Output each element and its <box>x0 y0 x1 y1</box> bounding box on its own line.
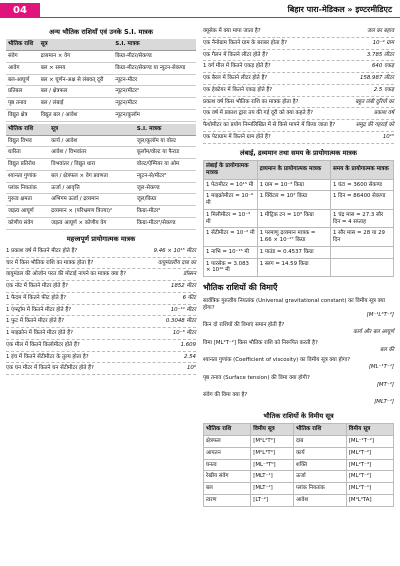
question-text: 1 माइक्रोन में कितने मीटर होते हैं? <box>6 330 73 337</box>
table-cell: श्यानता गुणांक <box>6 170 49 182</box>
list-item <box>6 293 196 305</box>
table-cell: 1 पारसेक = 3.083 × 10¹⁶ मी <box>204 258 258 277</box>
table-cell: बल-आघूर्ण <box>6 74 39 86</box>
left-column <box>6 26 196 375</box>
list-item <box>6 246 196 258</box>
dim-table <box>203 423 394 506</box>
table-header-row <box>6 39 196 50</box>
table-cell: 1 क्विंटल = 10² किग्रा <box>257 191 330 210</box>
table-cell: [ML²T⁻²] <box>346 471 393 483</box>
table-cell: आयतन <box>204 447 251 459</box>
list-item <box>6 305 196 317</box>
table-cell: न्यूटन-मीटर <box>113 74 196 86</box>
answer-text: 10¹⁵ <box>382 133 394 140</box>
lmt-table <box>203 160 394 277</box>
answer-text: [MLT⁻¹] <box>374 399 394 406</box>
list-item <box>203 296 394 320</box>
list-item <box>203 320 394 338</box>
table-cell: विद्युत बल / आवेश <box>39 109 114 121</box>
col-header: भौतिक राशि <box>6 39 39 50</box>
question-text: संवेग की विमा क्या है? <box>203 392 248 399</box>
table-cell: गुरुत्व क्षमता <box>6 194 49 206</box>
table-cell: कार्य / आवेश <box>49 135 135 147</box>
question-text: सार्वत्रिक गुरुत्वीय नियतांक (Universal gravitational constant) का विमीय सूत्र क्या होगा? <box>203 298 386 311</box>
practical-units-title: महत्त्वपूर्ण प्रायोगात्मक मात्रक <box>66 234 136 243</box>
col-header: S.I. मात्रक <box>113 39 196 50</box>
table-row <box>204 436 394 448</box>
list-item <box>203 373 394 391</box>
answer-text: 10⁻⁶ मीटर <box>172 330 196 337</box>
answer-text: वायुमंडलीय दाब का <box>157 259 196 266</box>
table-cell: 1 सेंटीमीटर = 10⁻² मी <box>204 228 258 247</box>
table-row <box>204 483 394 495</box>
question-text: प्रकाश वर्ष किस भौतिक राशि का मात्रक होता है? <box>203 98 299 105</box>
top-questions-list <box>203 26 394 144</box>
table-cell: [LT⁻²] <box>251 494 294 506</box>
question-text: चार में किस भौतिक राशि का मात्रक होता है? <box>6 259 94 266</box>
table-cell: द्रव्यमान × (परिभ्रमण त्रिज्या)² <box>49 206 135 218</box>
table-cell <box>330 258 393 277</box>
table-cell: जड़त्व आघूर्ण <box>6 206 49 218</box>
answer-text: 2.54 <box>183 353 196 360</box>
answer-text: 3.785 लीटर <box>366 51 394 58</box>
table-cell: धारिता <box>6 147 49 159</box>
question-text: 1 प्रकाश वर्ष में कितने मीटर होते हैं? <box>6 247 78 254</box>
list-item <box>6 316 196 328</box>
list-item <box>203 108 394 120</box>
table-cell: 1 चंद्र मास = 27.3 सौर दिन = 4 सप्ताह <box>330 209 393 228</box>
table-cell: ऊर्जा <box>294 471 347 483</box>
list-item <box>6 328 196 340</box>
table-cell: किग्रा-मीटर/सेकण्ड <box>113 51 196 63</box>
table-row <box>6 98 196 110</box>
table-cell: [M⁰L⁰TA] <box>346 494 393 506</box>
table-cell: जूल-सेकण्ड <box>135 182 196 194</box>
table-row <box>204 228 394 247</box>
answer-text: 0.3048 मीटर <box>165 318 196 325</box>
table-cell: [ML²T⁻¹] <box>346 483 393 495</box>
other-units-table-cont <box>6 124 196 230</box>
table-cell: न्यूटन-से/मीटर² <box>135 170 196 182</box>
table-cell: 1 स्लग = 14.59 किग्रा <box>257 258 330 277</box>
dimensions-list <box>203 296 394 408</box>
table-cell: [M⁰L²T⁰] <box>251 436 294 448</box>
table-row <box>204 494 394 506</box>
table-cell: 1 ग्राम = 10⁻³ किग्रा <box>257 179 330 191</box>
list-item <box>203 390 394 408</box>
list-item <box>203 120 394 132</box>
table-header-row <box>204 424 394 436</box>
table-row <box>6 86 196 98</box>
answer-text: बहुत लंबी दूरियों का <box>355 98 394 105</box>
table-cell: न्यूटन/कूलॉम <box>113 109 196 121</box>
table-row <box>6 182 196 194</box>
table-cell: विद्युत प्रतिरोध <box>6 159 49 171</box>
page-header <box>0 0 400 20</box>
list-item <box>203 26 394 38</box>
table-row <box>6 135 196 147</box>
table-row <box>204 209 394 228</box>
answer-text: 10⁻¹⁰ मीटर <box>170 306 196 313</box>
header-rule <box>40 17 400 18</box>
list-item <box>203 50 394 62</box>
list-item <box>6 340 196 352</box>
table-cell: प्लांक नियतांक <box>6 182 49 194</box>
table-row <box>6 147 196 159</box>
question-text: 1 वर्ग मील में कितने एकड़ होते हैं? <box>203 63 271 70</box>
table-cell: बल / क्षेत्रफल × वेग प्रवणता <box>49 170 135 182</box>
table-cell: 1 मिलीमीटर = 10⁻³ मी <box>204 209 258 228</box>
list-item <box>6 269 196 281</box>
table-cell: 1 नाभि = 10⁻¹⁵ मी <box>204 246 258 258</box>
answer-text: 158.987 लीटर <box>360 75 394 81</box>
table-cell: विद्युत विभव <box>6 135 49 147</box>
table-row <box>6 51 196 63</box>
dimensions-title: भौतिक राशियों की विमाएँ <box>203 283 278 293</box>
table-cell <box>330 246 393 258</box>
practical-units-list <box>6 246 196 375</box>
table-cell: कोणीय संवेग <box>6 217 49 229</box>
question-text: एक गैलन में कितने लीटर होते हैं? <box>203 51 268 58</box>
question-text: पृष्ठ तनाव (Surface tension) की विमा क्या होगी? <box>203 374 310 381</box>
question-text: श्यानता गुणांक (Coefficient of viscosity) का विमीय सूत्र क्या होगा? <box>203 357 351 364</box>
table-row <box>6 194 196 206</box>
col-header: द्रव्यमान के प्रायोगात्मक मात्रक <box>257 160 330 179</box>
table-cell: दाब <box>294 436 347 448</box>
table-header-row <box>6 124 196 135</box>
list-item <box>6 352 196 364</box>
table-row <box>204 447 394 459</box>
other-units-table <box>6 39 196 121</box>
table-cell: घनत्व <box>204 459 251 471</box>
table-cell: संवेग <box>6 51 39 63</box>
question-text: 1 फैदम में कितने फीट होते हैं? <box>6 294 67 301</box>
table-cell: 1 घंटा = 3600 सेकण्ड <box>330 179 393 191</box>
table-row <box>204 191 394 210</box>
table-cell: [MLT⁻¹] <box>251 471 294 483</box>
list-item <box>203 338 394 356</box>
question-text: क्यूसेक में क्या मापा जाता है? <box>203 28 261 34</box>
col-header: सूत्र <box>39 39 114 50</box>
table-cell: किग्रा-मीटर²/सेकण्ड <box>135 217 196 229</box>
answer-text: समुद्र की गहराई को <box>355 122 394 128</box>
table-cell: 1 परमाणु द्रव्यमान मात्रक = 1.66 × 10⁻²⁷ किग्रा <box>257 228 330 247</box>
table-cell: [ML²T⁻³] <box>346 459 393 471</box>
col-header: सूत्र <box>49 124 135 135</box>
table-row <box>6 206 196 218</box>
table-cell: 1 पेटामीटर = 10¹⁵ मी <box>204 179 258 191</box>
question-text: एक नैनोग्राम कितने ग्राम के बराबर होता है? <box>203 39 287 46</box>
answer-text: 9.46 × 10¹⁵ मीटर <box>153 247 196 254</box>
table-cell: किग्रा-मीटर² <box>135 206 196 218</box>
table-cell: [ML⁻³T⁰] <box>251 459 294 471</box>
table-cell: बल × समय <box>39 62 114 74</box>
table-cell: आवेश <box>294 494 347 506</box>
table-cell: 1 सौर मास = 28 या 29 दिन <box>330 228 393 247</box>
question-text: एक घन मीटर में कितने घन सेंटीमीटर होते हैं? <box>6 365 94 372</box>
question-text: एक नॉट में कितने मीटर होते हैं? <box>6 283 68 290</box>
table-cell: बल / क्षेत्रफल <box>39 86 114 98</box>
table-row <box>6 109 196 121</box>
table-row <box>6 217 196 229</box>
answer-text: 1.609 <box>180 341 196 348</box>
table-cell: 1 पाउंड = 0.4537 किग्रा <box>257 246 330 258</box>
answer-text: डॉब्सन <box>183 271 196 278</box>
question-text: एक मील में कितने किलोमीटर होते हैं? <box>6 341 80 348</box>
table-cell: पृष्ठ तनाव <box>6 98 39 110</box>
table-cell: 1 माइक्रोमीटर = 10⁻⁶ मी <box>204 191 258 210</box>
list-item <box>6 258 196 270</box>
running-head: बिहार पारा-मेडिकल » इण्टरमीडिएट <box>287 5 392 14</box>
table-cell: अभिगम ऊर्जा / द्रव्यमान <box>49 194 135 206</box>
answer-text: 2.5 एकड़ <box>373 86 394 93</box>
table-cell: आवेग <box>6 62 39 74</box>
table-cell: [M⁰L³T⁰] <box>251 447 294 459</box>
table-cell: ऊर्जा / आवृत्ति <box>49 182 135 194</box>
table-cell: जड़त्व आघूर्ण × कोणीय वेग <box>49 217 135 229</box>
table-cell: [MLT⁻²] <box>251 483 294 495</box>
answer-text: 6 फीट <box>182 294 196 301</box>
table-row <box>6 159 196 171</box>
list-item <box>203 132 394 144</box>
answer-text: 640 एकड़ <box>371 63 394 70</box>
other-units-title: अन्य भौतिक राशियाँ एवं उनके S.I. मात्रक <box>49 28 153 36</box>
table-cell: न्यूटन/मीटर² <box>113 86 196 98</box>
col-header: S.I. मात्रक <box>135 124 196 135</box>
table-header-row <box>204 160 394 179</box>
question-text: विमा [ML²T⁻²] किस भौतिक राशि को निरूपित करती है? <box>203 339 318 346</box>
list-item <box>203 61 394 73</box>
answer-text: जल का बहाव <box>367 28 394 34</box>
table-cell: बल × घूर्णन-अक्ष से लंबवत् दूरी <box>39 74 114 86</box>
answer-text: 1852 मीटर <box>171 283 196 290</box>
table-row <box>6 74 196 86</box>
question-text: एक बैरल में कितने लीटर होते हैं? <box>203 75 268 81</box>
table-row <box>204 258 394 277</box>
table-cell: [ML⁻¹T⁻²] <box>346 436 393 448</box>
table-cell: कार्य <box>294 447 347 459</box>
table-row <box>6 62 196 74</box>
table-cell: आवेश / विभवांतर <box>49 147 135 159</box>
col-header: लंबाई के प्रायोगात्मक मात्रक <box>204 160 258 179</box>
question-text: एक वर्ष में प्रकाश द्वारा तय की गई दूरी को क्या कहते हैं? <box>203 110 314 117</box>
list-item <box>6 281 196 293</box>
list-item <box>203 73 394 85</box>
table-cell: प्लांक नियतांक <box>294 483 347 495</box>
question-text: किन दो राशियों की विमाएं समान होती हैं? <box>203 322 285 329</box>
list-item <box>203 355 394 373</box>
table-cell: विद्युत क्षेत्र <box>6 109 39 121</box>
answer-text: प्रकाश वर्ष <box>373 110 394 117</box>
answer-text: [ML⁻¹T⁻¹] <box>368 364 394 371</box>
question-text: एक हेक्टेयर में कितने एकड़ होते हैं? <box>203 86 273 93</box>
col-header: भौतिक राशि <box>6 124 49 135</box>
table-cell: कूलॉम/वोल्ट या फैराड <box>135 147 196 159</box>
table-cell: विभवांतर / विद्युत धारा <box>49 159 135 171</box>
table-cell: प्रतिबल <box>6 86 39 98</box>
table-cell: बल / लंबाई <box>39 98 114 110</box>
question-text: वायुमंडल की ओजोन परत की मोटाई नापने का मात्रक क्या है? <box>6 271 126 278</box>
dim-table-title: भौतिक राशियों के विमीय सूत्र <box>263 411 334 420</box>
table-cell: क्षेत्रफल <box>204 436 251 448</box>
col-header: विमीय सूत्र <box>251 424 294 436</box>
question-text: 1 फुट में कितने मीटर होते हैं? <box>6 318 65 325</box>
table-cell: 1 दिन = 86400 सेकण्ड <box>330 191 393 210</box>
answer-text: 10⁻⁹ ग्राम <box>372 39 394 46</box>
col-header: भौतिक राशि <box>294 424 347 436</box>
table-cell: वोल्ट/ऐम्पियर या ओम <box>135 159 196 171</box>
table-cell: [ML²T⁻²] <box>346 447 393 459</box>
answer-text: कार्य और बल आघूर्ण <box>353 329 394 336</box>
answer-text: [MT⁻²] <box>376 381 394 388</box>
table-cell: न्यूटन/मीटर <box>113 98 196 110</box>
answer-text: [M⁻¹L³T⁻²] <box>366 311 394 318</box>
list-item <box>203 97 394 109</box>
table-cell: जूल/कूलॉम या वोल्ट <box>135 135 196 147</box>
table-cell: शक्ति <box>294 459 347 471</box>
table-cell: बल <box>204 483 251 495</box>
table-row <box>204 179 394 191</box>
list-item <box>203 85 394 97</box>
table-row <box>204 459 394 471</box>
col-header: समय के प्रायोगात्मक मात्रक <box>330 160 393 179</box>
question-text: फैथोमीटर का प्रयोग निम्नलिखित में से किसे मापने में किया जाता है? <box>203 122 336 128</box>
answer-text: बल की <box>380 346 394 353</box>
table-cell: रेखीय संवेग <box>204 471 251 483</box>
table-cell: किग्रा-मीटर/सेकण्ड या न्यूटन-सेकण्ड <box>113 62 196 74</box>
col-header: विमीय सूत्र <box>346 424 393 436</box>
table-cell: त्वरण <box>204 494 251 506</box>
table-cell: जूल/किग्रा <box>135 194 196 206</box>
page-number: 04 <box>0 3 40 18</box>
table-cell: 1 मीट्रिक टन = 10³ किग्रा <box>257 209 330 228</box>
lmt-title: लंबाई, द्रव्यमान तथा समय के प्रायोगात्मक मात्रक <box>240 148 357 157</box>
table-cell: द्रव्यमान × वेग <box>39 51 114 63</box>
table-row <box>204 246 394 258</box>
answer-text: 10⁶ <box>186 365 196 372</box>
question-text: एक पेटाग्राम में कितने ग्राम होते हैं? <box>203 133 271 140</box>
col-header: भौतिक राशि <box>204 424 251 436</box>
table-row <box>6 170 196 182</box>
table-row <box>204 471 394 483</box>
question-text: 1 इंच में कितने सेंटीमीटर के तुल्य होता है? <box>6 353 89 360</box>
list-item <box>6 363 196 375</box>
list-item <box>203 38 394 50</box>
question-text: 1 एंग्स्ट्रॉम में कितने मीटर होते हैं? <box>6 306 72 313</box>
right-column <box>203 26 394 507</box>
